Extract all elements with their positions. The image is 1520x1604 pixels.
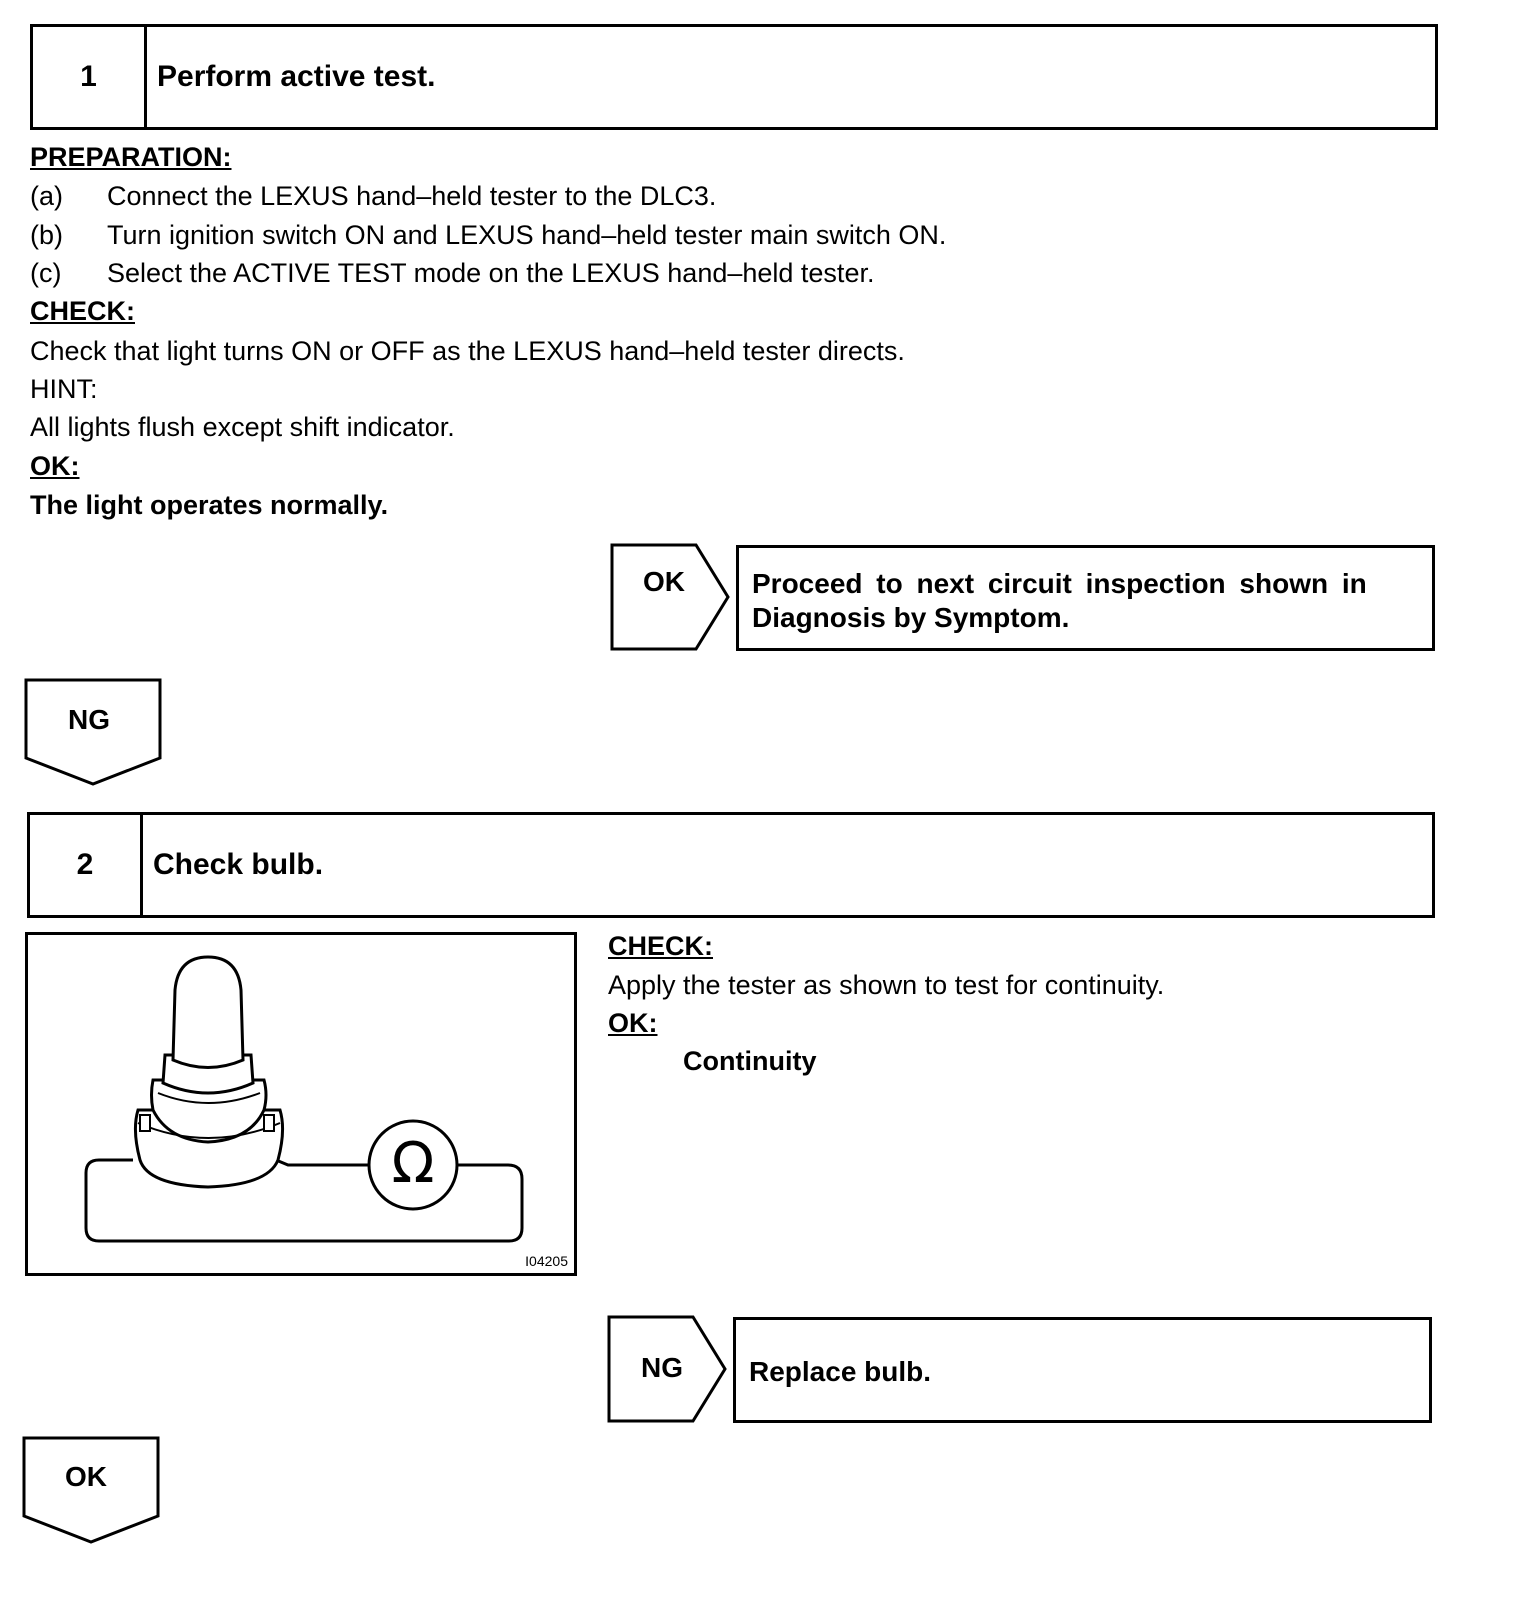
ng-branch-label: NG xyxy=(641,1352,683,1383)
prep-text-a: Connect the LEXUS hand–held tester to the DLC3. xyxy=(107,181,717,211)
step-2-header xyxy=(27,812,1435,918)
ok2-text: Continuity xyxy=(683,1046,817,1076)
step-number: 2 xyxy=(30,815,143,915)
ng-branch-result xyxy=(733,1317,1432,1423)
step-1-header xyxy=(30,24,1438,130)
ng-down-label: NG xyxy=(68,704,110,735)
preparation-heading: PREPARATION: xyxy=(30,142,232,172)
prep-marker-a: (a) xyxy=(30,181,63,211)
ok-text: The light operates normally. xyxy=(30,490,389,520)
check-heading: CHECK: xyxy=(30,296,135,326)
ok-heading: OK: xyxy=(30,451,80,481)
ok-down-label: OK xyxy=(65,1461,107,1492)
bulb-diagram xyxy=(28,935,574,1273)
prep-marker-b: (b) xyxy=(30,220,63,250)
bulb-figure xyxy=(25,932,577,1276)
hint-text: All lights flush except shift indicator. xyxy=(30,412,455,442)
figure-code: I04205 xyxy=(525,1253,568,1269)
prep-text-c: Select the ACTIVE TEST mode on the LEXUS hand–held tester. xyxy=(107,258,875,288)
check2-heading: CHECK: xyxy=(608,931,713,961)
check-text: Check that light turns ON or OFF as the LEXUS hand–held tester directs. xyxy=(30,336,905,366)
ng-branch-result-text: Replace bulb. xyxy=(749,1356,932,1387)
check2-text: Apply the tester as shown to test for continuity. xyxy=(608,970,1165,1000)
step-title: Perform active test. xyxy=(157,60,436,93)
ohm-symbol: Ω xyxy=(391,1131,435,1196)
ok-branch-label: OK xyxy=(643,566,685,597)
step-title: Check bulb. xyxy=(153,848,324,881)
ok-branch-result-line1: Proceed to next circuit inspection shown in xyxy=(752,568,1367,599)
ok-branch-result xyxy=(736,545,1435,651)
prep-marker-c: (c) xyxy=(30,258,62,288)
ok2-heading: OK: xyxy=(608,1008,658,1038)
step-number: 1 xyxy=(33,27,147,127)
hint-label: HINT: xyxy=(30,374,98,404)
prep-text-b: Turn ignition switch ON and LEXUS hand–held tester main switch ON. xyxy=(107,220,947,250)
ok-branch-result-line2: Diagnosis by Symptom. xyxy=(752,602,1070,633)
